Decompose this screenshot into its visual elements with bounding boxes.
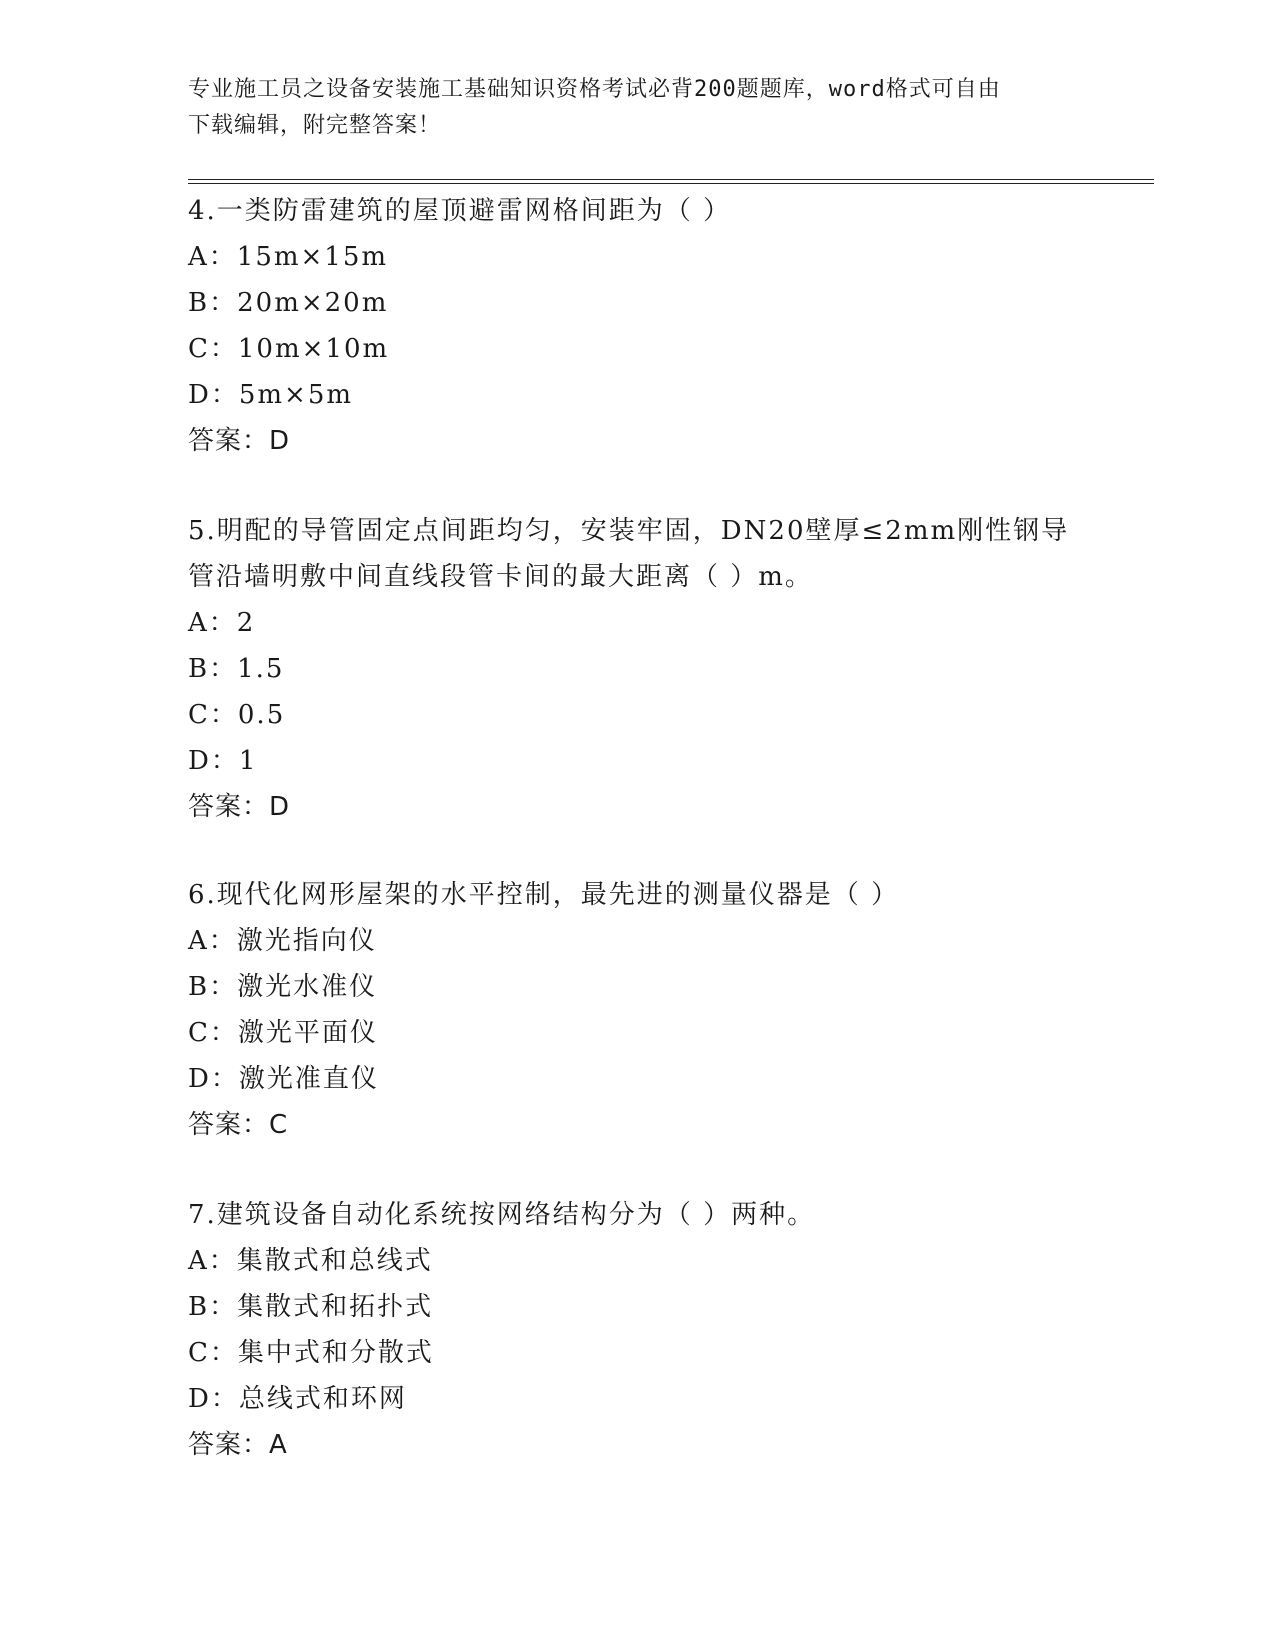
option-a: A：激光指向仪 [188, 926, 377, 956]
option-a: A：15m×15m [188, 242, 389, 272]
header-divider-bottom [188, 183, 1154, 184]
option-c: C：激光平面仪 [188, 1018, 378, 1048]
document-header [188, 72, 1088, 144]
option-d: D：5m×5m [188, 380, 354, 410]
option-b: B：激光水准仪 [188, 972, 378, 1002]
question-4 [188, 188, 1088, 464]
option-b: B：20m×20m [188, 288, 389, 318]
option-d: D：总线式和环网 [188, 1384, 407, 1414]
header-line-2: 下载编辑，附完整答案！ [188, 113, 442, 138]
question-stem: 6.现代化网形屋架的水平控制，最先进的测量仪器是（ ） [188, 880, 900, 910]
option-d: D：激光准直仪 [188, 1064, 379, 1094]
question-7 [188, 1192, 1088, 1468]
option-c: C：0.5 [188, 700, 286, 730]
option-b: B：集散式和拓扑式 [188, 1292, 434, 1322]
answer-line: 答案：D [188, 792, 291, 822]
option-a: A：2 [188, 608, 256, 638]
answer-line: 答案：D [188, 426, 291, 456]
question-5 [188, 508, 1088, 830]
answer-line: 答案：A [188, 1430, 288, 1460]
option-b: B：1.5 [188, 654, 285, 684]
question-stem-continued: 管沿墙明敷中间直线段管卡间的最大距离（ ）m。 [188, 562, 813, 592]
option-d: D：1 [188, 746, 258, 776]
header-divider-top [188, 179, 1154, 180]
option-c: C：10m×10m [188, 334, 390, 364]
question-stem: 7.建筑设备自动化系统按网络结构分为（ ）两种。 [188, 1200, 816, 1230]
answer-line: 答案：C [188, 1110, 289, 1140]
header-line-1: 专业施工员之设备安装施工基础知识资格考试必背200题题库，word格式可自由 [188, 77, 1001, 102]
question-stem: 5.明配的导管固定点间距均匀，安装牢固，DN20壁厚≤2mm刚性钢导 [188, 516, 1070, 546]
question-6 [188, 872, 1088, 1148]
question-stem: 4.一类防雷建筑的屋顶避雷网格间距为（ ） [188, 196, 732, 226]
option-c: C：集中式和分散式 [188, 1338, 434, 1368]
option-a: A：集散式和总线式 [188, 1246, 433, 1276]
